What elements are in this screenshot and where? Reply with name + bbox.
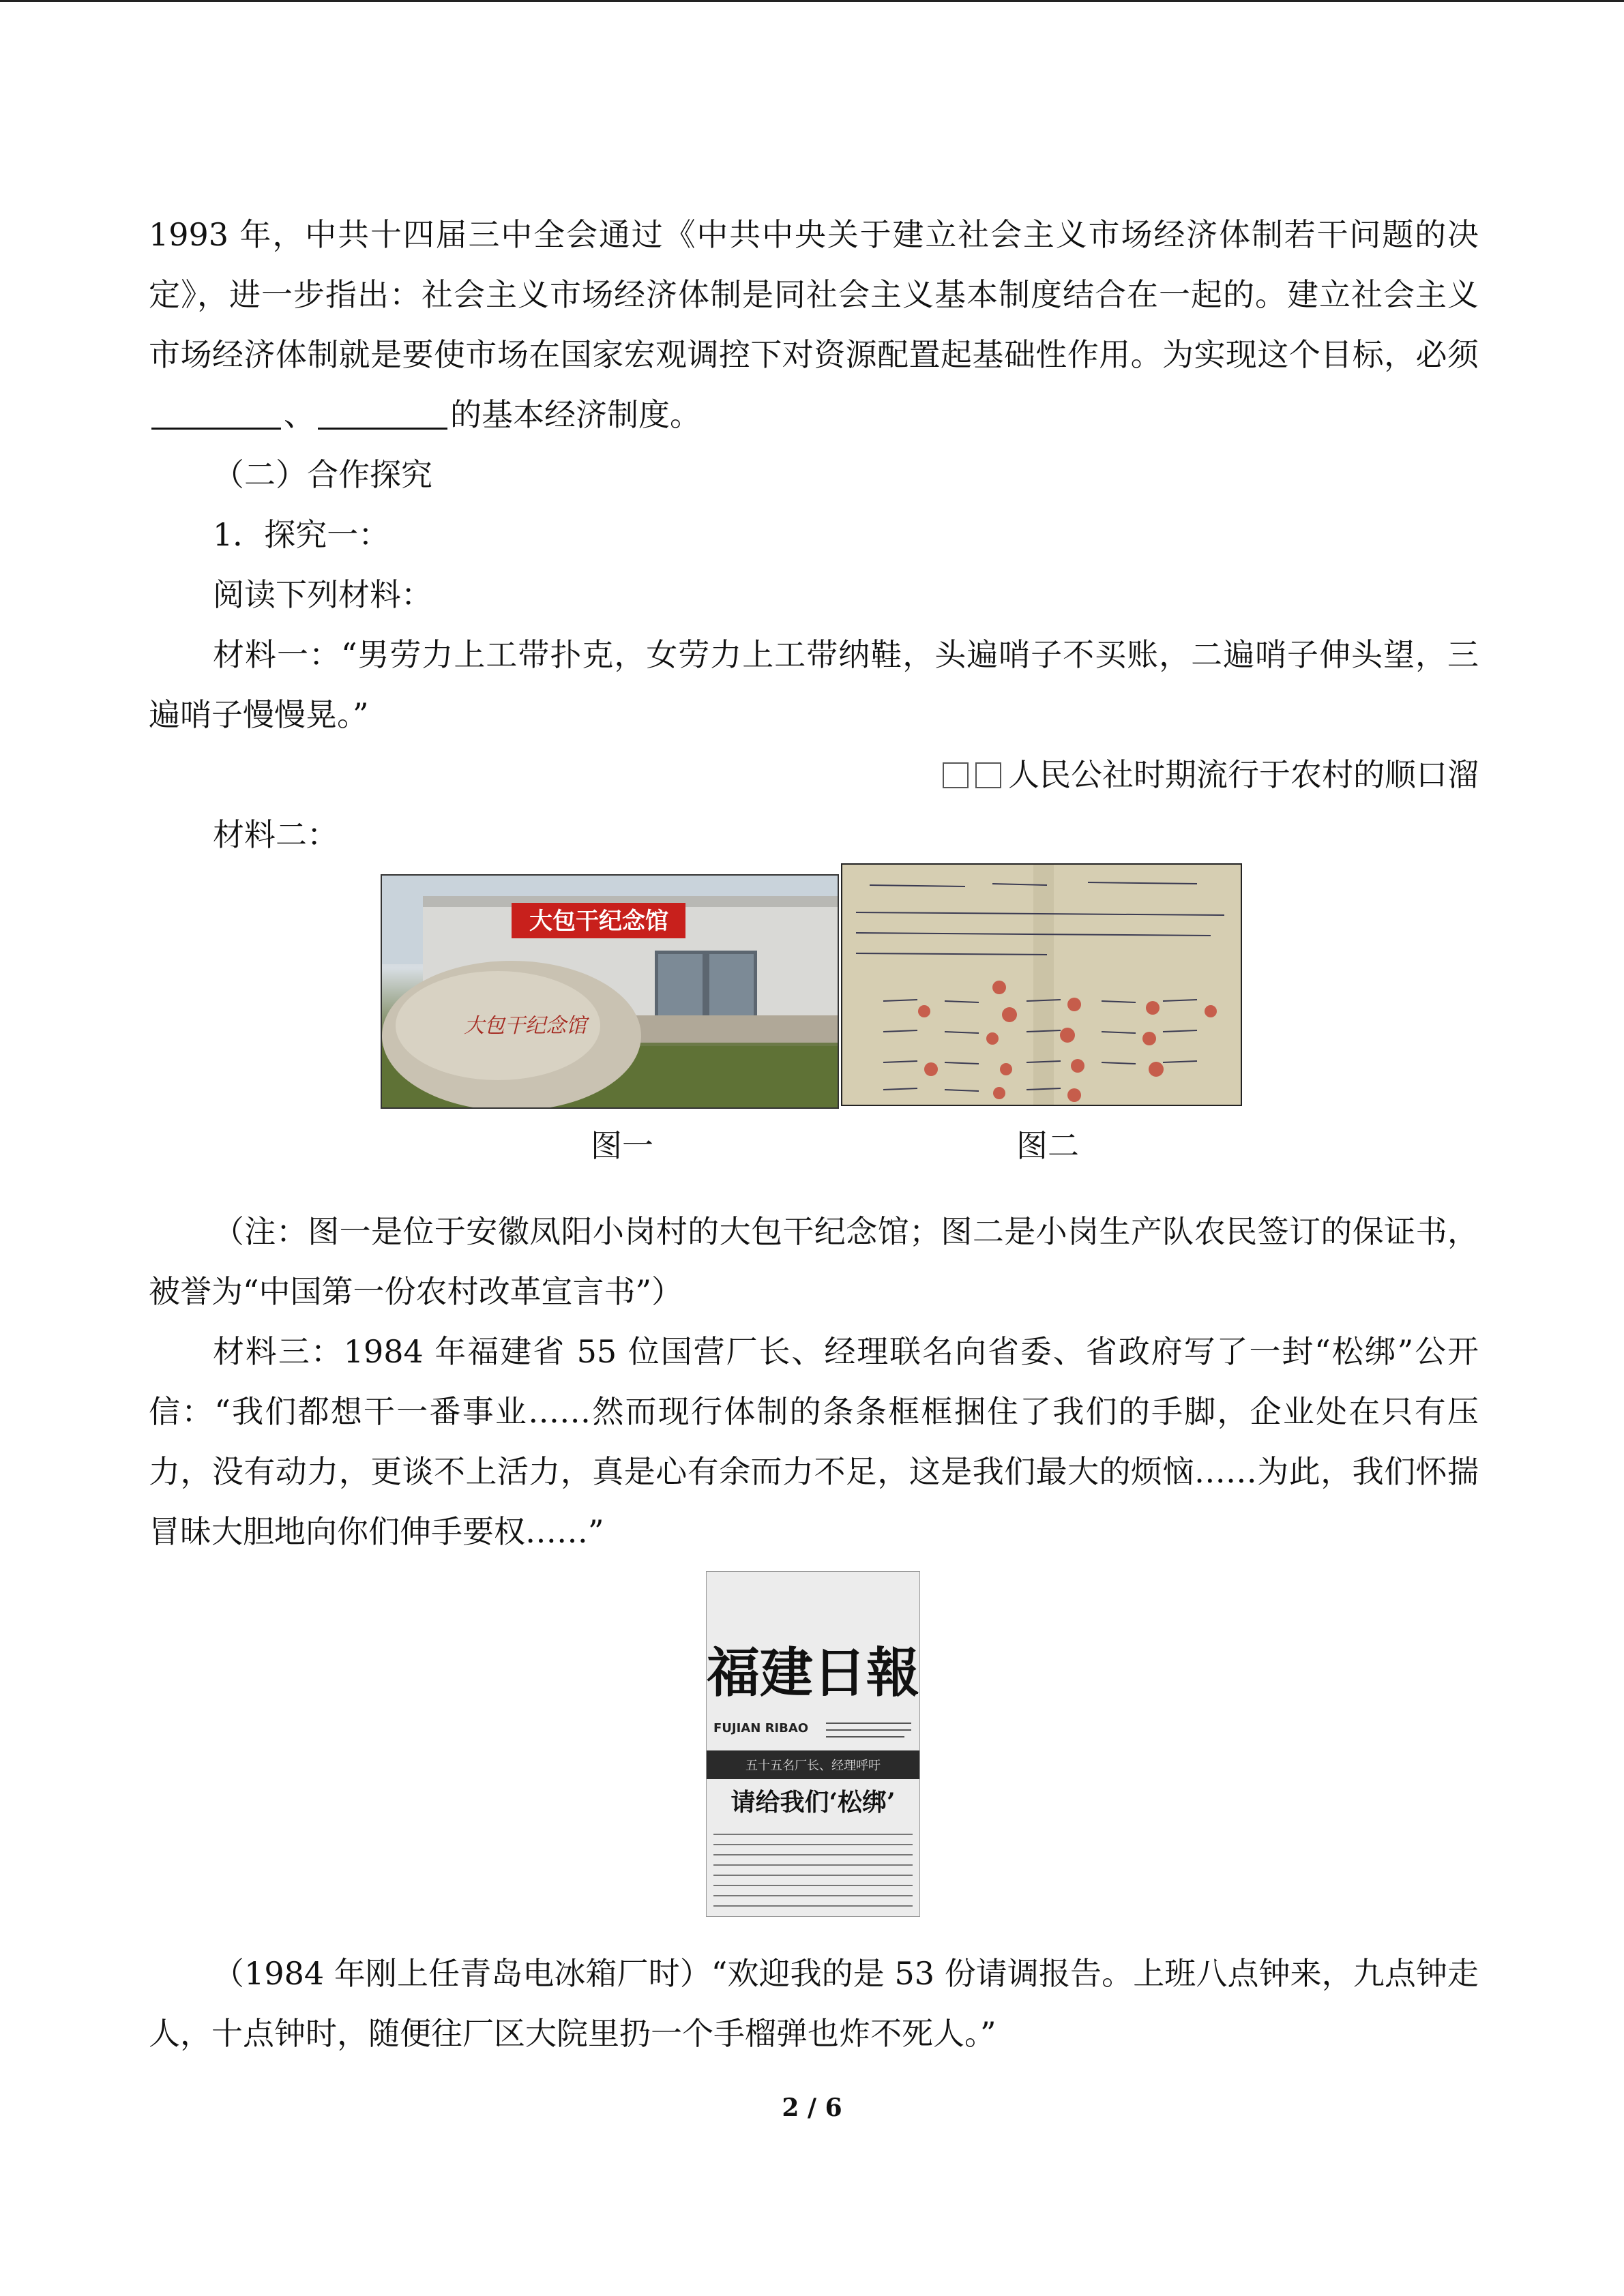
newspaper-illustration <box>707 1572 919 1916</box>
intro-text: 1993 年，中共十四届三中全会通过《中共中央关于建立社会主义市场经济体制若干问题的决定》，进一步指出：社会主义市场经济体制是同社会主义基本制度结合在一起的。建立社会主义市场经济体制就是要使市场在国家宏观调控下对资源配置起基础性作用。为实现这个目标，必须 <box>149 216 1479 373</box>
material-one-source <box>149 745 1479 805</box>
answer-blank-1[interactable] <box>151 393 281 430</box>
intro-end-text: 的基本经济制度。 <box>450 396 701 433</box>
section-heading: （二）合作探究 <box>213 456 432 493</box>
source-text: 人民公社时期流行于农村的顺口溜 <box>1008 756 1479 793</box>
top-border <box>0 0 1624 2</box>
newspaper-masthead: 福建日報 <box>707 1642 919 1704</box>
read-instruction: 阅读下列材料： <box>213 576 432 613</box>
agreement-document-photo <box>841 863 1242 1106</box>
figure-two-caption: 图二 <box>1016 1127 1079 1164</box>
document-body <box>149 205 1479 2063</box>
blank-separator: 、 <box>284 396 315 433</box>
figure-note: （注：图一是位于安徽凤阳小岗村的大包干纪念馆；图二是小岗生产队农民签订的保证书，被誉为“中国第一份农村改革宣言书”） <box>149 1213 1479 1310</box>
newspaper-roman-title: FUJIAN RIBAO <box>713 1721 809 1735</box>
material-one: 材料一：“男劳力上工带扑克，女劳力上工带纳鞋，头遍哨子不买账，二遍哨子伸头望，三遍哨子慢慢晃。” <box>149 636 1479 733</box>
newspaper-headline: 请给我们‘松绑’ <box>730 1788 896 1817</box>
newspaper-figure <box>149 1562 1479 1943</box>
figure-one-caption: 图一 <box>591 1127 653 1164</box>
memorial-hall-illustration <box>382 876 838 1107</box>
memorial-sign-text: 大包干纪念馆 <box>529 908 668 934</box>
material-two: 材料二： <box>213 816 338 853</box>
agreement-illustration <box>842 865 1241 1105</box>
memorial-hall-photo <box>381 874 839 1109</box>
figure-row <box>149 874 1479 1202</box>
newspaper-clipping <box>706 1571 920 1917</box>
item-heading: 1．探究一： <box>213 516 390 553</box>
newspaper-subheadline: 五十五名厂长、经理呼吁 <box>745 1759 881 1773</box>
rock-inscription-text: 大包干纪念馆 <box>464 1014 587 1038</box>
quote-paragraph: （1984 年刚上任青岛电冰箱厂时）“欢迎我的是 53 份请调报告。上班八点钟来，九点钟走人，十点钟时，随便往厂区大院里扔一个手榴弹也炸不死人。” <box>149 1955 1479 2052</box>
placeholder-box-icon <box>943 762 969 788</box>
material-three: 材料三：1984 年福建省 55 位国营厂长、经理联名向省委、省政府写了一封“松绑”公开信：“我们都想干一番事业……然而现行体制的条条框框捆住了我们的手脚，企业处在只有压力，没有动力，更谈不上活力，真是心有余而力不足，这是我们最大的烦恼……为此，我们怀揣冒昧大胆地向你们伸手要权……” <box>149 1333 1479 1550</box>
paragraph-intro <box>149 205 1479 445</box>
page-number: 2 / 6 <box>782 2093 842 2122</box>
placeholder-box-icon <box>975 762 1001 788</box>
answer-blank-2[interactable] <box>318 393 447 430</box>
